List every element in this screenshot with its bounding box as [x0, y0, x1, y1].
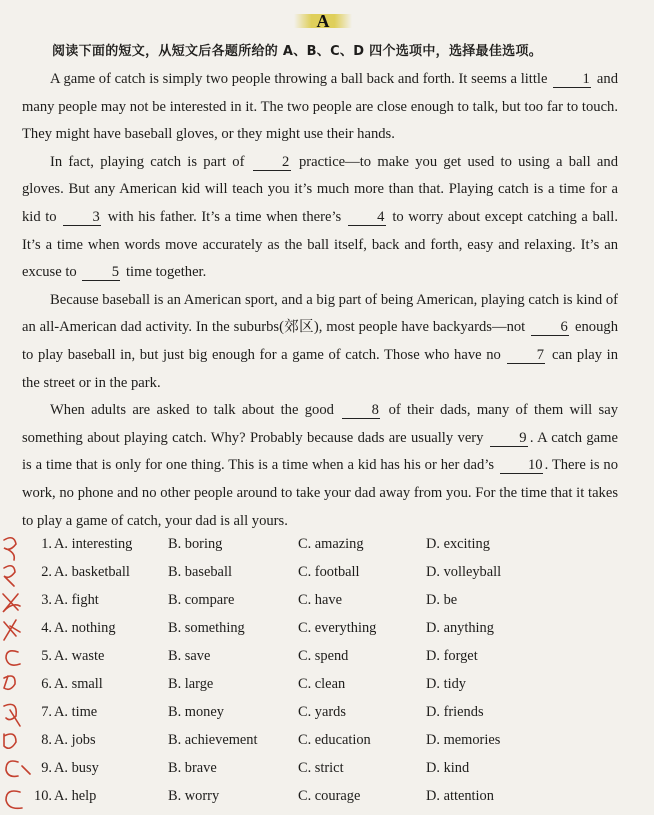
passage-text: In fact, playing catch is part of [50, 153, 251, 170]
question-row [22, 732, 642, 758]
question-row [22, 620, 642, 646]
instruction-text: 阅读下面的短文，从短文后各题所给的 A、B、C、D 四个选项中，选择最佳选项。 [52, 44, 543, 59]
passage-text: practice—to make you get used to using a ball and gloves. But any American kid will teach you it’s much more than that. Playing catch is a time for a kid to [22, 153, 618, 225]
pen-mark-5 [6, 651, 20, 665]
pen-mark-10 [6, 791, 22, 808]
section-letter: A [316, 10, 330, 31]
passage-text: . There is no work, no phone and no other people around to take your dad away from you. For the time that it takes to play a game of catch, your dad is all yours. [22, 457, 618, 529]
question-number: 3. [41, 592, 52, 608]
question-row [22, 760, 642, 786]
option-b[interactable]: B. worry [168, 788, 220, 804]
pen-mark-8 [4, 734, 16, 748]
question-row [22, 648, 642, 674]
option-a[interactable]: A. nothing [54, 620, 116, 636]
option-c[interactable]: C. clean [298, 676, 346, 692]
pen-mark-2 [4, 566, 15, 586]
question-number: 4. [41, 620, 52, 636]
option-c[interactable]: C. courage [298, 788, 361, 804]
question-number: 10. [34, 788, 52, 804]
option-d[interactable]: D. be [426, 592, 458, 608]
question-row [22, 788, 642, 814]
option-b[interactable]: B. money [168, 704, 224, 720]
pen-mark-1 [4, 538, 16, 560]
option-d[interactable]: D. kind [426, 760, 470, 776]
question-number: 2. [41, 564, 52, 580]
question-row [22, 704, 642, 730]
option-c[interactable]: C. everything [298, 620, 377, 636]
question-row [22, 564, 642, 590]
passage-text: and many people may not be interested in it. The two people are close enough to talk, but too far to touch. They might have baseball gloves, or they might use their hands. [22, 71, 618, 143]
passage-paragraph [22, 66, 618, 149]
option-a[interactable]: A. busy [54, 760, 99, 776]
option-b[interactable]: B. save [168, 648, 211, 664]
option-c[interactable]: C. spend [298, 648, 349, 664]
option-a[interactable]: A. basketball [54, 564, 130, 580]
option-b[interactable]: B. something [168, 620, 245, 636]
passage-paragraph [22, 397, 618, 535]
question-number: 1. [41, 536, 52, 552]
pen-mark-7 [4, 704, 20, 726]
option-d[interactable]: D. volleyball [426, 564, 502, 580]
blank-number: 1 [553, 71, 591, 88]
option-a[interactable]: A. fight [54, 592, 99, 608]
option-a[interactable]: A. small [54, 676, 103, 692]
question-row [22, 536, 642, 562]
option-d[interactable]: D. anything [426, 620, 494, 636]
question-row [22, 676, 642, 702]
passage-text: . A catch game is a time that is only for one thing. This is a time when a kid has his or her dad’s [22, 429, 618, 474]
blank-number: 4 [348, 209, 386, 226]
passage-text: can play in the street or in the park. [22, 346, 618, 391]
option-a[interactable]: A. help [54, 788, 97, 804]
blank-number: 5 [82, 264, 120, 281]
option-c[interactable]: C. amazing [298, 536, 364, 552]
option-c[interactable]: C. strict [298, 760, 344, 776]
reading-passage [22, 66, 618, 535]
option-a[interactable]: A. time [54, 704, 98, 720]
option-b[interactable]: B. baseball [168, 564, 232, 580]
option-d[interactable]: D. attention [426, 788, 494, 804]
pen-mark-4 [4, 620, 20, 640]
question-number: 9. [41, 760, 52, 776]
option-d[interactable]: D. friends [426, 704, 484, 720]
option-a[interactable]: A. interesting [54, 536, 133, 552]
question-row [22, 592, 642, 618]
option-d[interactable]: D. tidy [426, 676, 466, 692]
option-b[interactable]: B. large [168, 676, 214, 692]
passage-text: A game of catch is simply two people throwing a ball back and forth. It seems a little [50, 71, 552, 87]
blank-number: 9 [490, 430, 528, 447]
option-b[interactable]: B. boring [168, 536, 223, 552]
passage-text: of their dads, many of them will say something about playing catch. Why? Probably because dads are usually very [22, 402, 618, 446]
option-a[interactable]: A. waste [54, 648, 105, 664]
question-number: 6. [41, 676, 52, 692]
option-a[interactable]: A. jobs [54, 732, 96, 748]
passage-paragraph [22, 287, 618, 397]
passage-paragraph [22, 149, 618, 287]
question-number: 5. [41, 648, 52, 664]
blank-number: 10 [500, 457, 543, 474]
passage-text: with his father. It’s a time when there’s [103, 208, 346, 225]
option-d[interactable]: D. exciting [426, 536, 490, 552]
passage-text: time together. [122, 264, 207, 281]
option-c[interactable]: C. football [298, 564, 360, 580]
blank-number: 6 [531, 319, 569, 336]
blank-number: 3 [63, 209, 101, 226]
passage-text: to worry about except catching a ball. It’s a time when words move accurately as the ball itself, back and forth, easy and relaxing. It’s an excuse to [22, 208, 618, 281]
option-b[interactable]: B. brave [168, 760, 217, 776]
question-number: 7. [41, 704, 52, 720]
option-d[interactable]: D. forget [426, 648, 478, 664]
pen-mark-3 [3, 594, 20, 612]
option-c[interactable]: C. yards [298, 704, 346, 720]
question-number: 8. [41, 732, 52, 748]
option-c[interactable]: C. have [298, 592, 342, 608]
section-label [294, 6, 352, 36]
passage-text: enough to play baseball in, but just big enough for a game of catch. Those who have no [22, 319, 618, 363]
option-b[interactable]: B. achievement [168, 732, 258, 748]
blank-number: 8 [342, 402, 380, 419]
pen-mark-6 [4, 676, 15, 689]
option-c[interactable]: C. education [298, 732, 371, 748]
blank-number: 7 [507, 347, 545, 364]
passage-text: When adults are asked to talk about the good [50, 402, 341, 419]
blank-number: 2 [253, 154, 291, 171]
passage-text: Because baseball is an American sport, and a big part of being American, playing catch is kind of an all-American dad activity. In the suburbs(郊区), most people have backyards—not [22, 291, 618, 336]
option-d[interactable]: D. memories [426, 732, 501, 748]
option-b[interactable]: B. compare [168, 592, 235, 608]
